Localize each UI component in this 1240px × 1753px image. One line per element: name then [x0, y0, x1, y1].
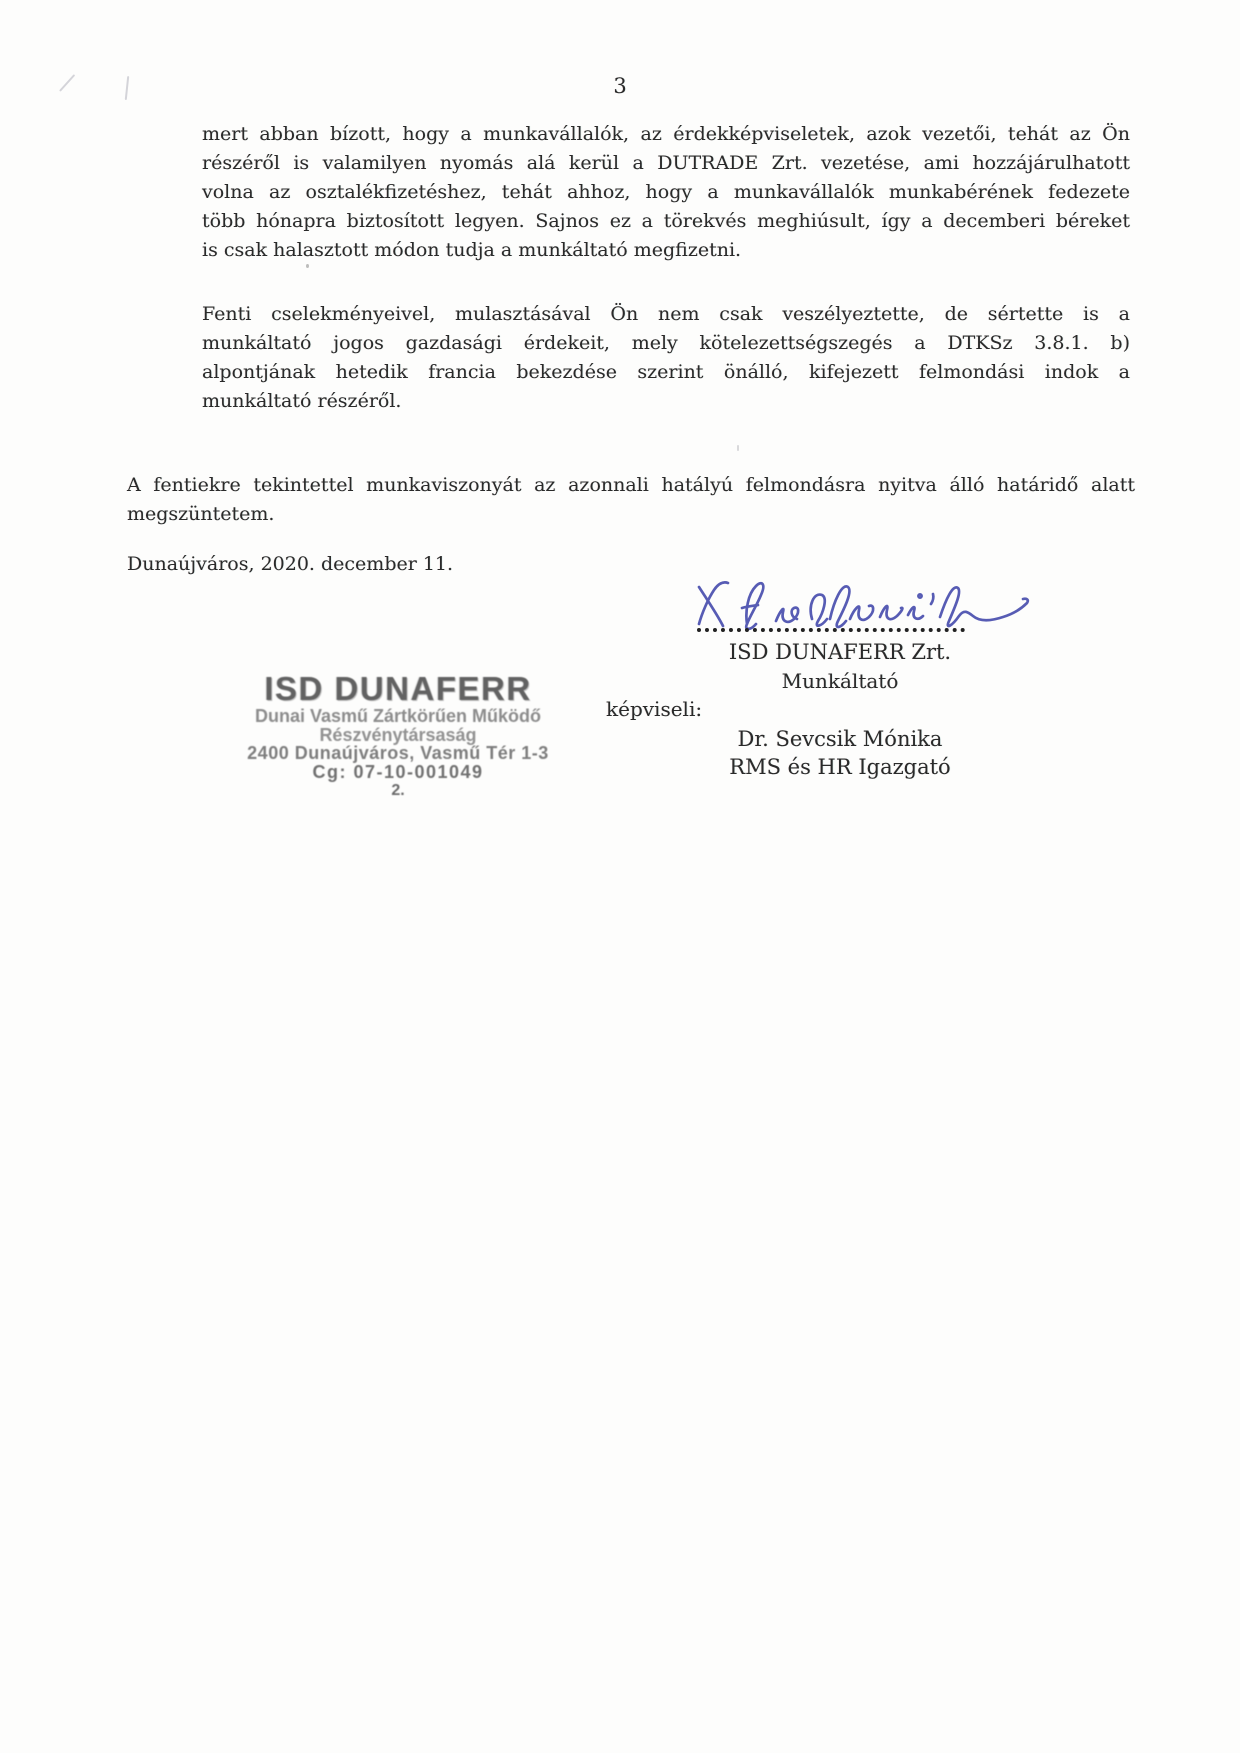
paragraph-2-line: munkáltató részéről.	[202, 390, 402, 412]
stamp-line: Részvénytársaság	[319, 724, 477, 745]
stamp-serial: 2.	[391, 782, 405, 799]
paragraph-3-line: megszüntetem.	[127, 503, 275, 525]
signatory-role: Munkáltató	[781, 669, 899, 693]
stamp-company-name: ISD DUNAFERR	[264, 670, 532, 707]
paragraph-3-line: A fentiekre tekintettel munkaviszonyát az azonnali hatályú felmondásra nyitva álló határidő alatt	[127, 474, 1135, 496]
paragraph-1-line: mert abban bízott, hogy a munkavállalók, az érdekképviseletek, azok vezetői, tehát az Ön	[202, 123, 1130, 145]
represented-by-label: képviseli:	[606, 697, 703, 721]
paragraph-2-line: munkáltató jogos gazdasági érdekeit, mely kötelezettségszegés a DTKSz 3.8.1. b)	[202, 332, 1130, 354]
paragraph-1-line: részéről is valamilyen nyomás alá kerül a DUTRADE Zrt. vezetése, ami hozzájárulhatott	[202, 152, 1130, 174]
scan-speck	[737, 445, 739, 451]
paragraph-1-line: is csak halasztott módon tudja a munkáltató megfizetni.	[202, 239, 742, 261]
paragraph-2-line: alpontjának hetedik francia bekezdése szerint önálló, kifejezett felmondási indok a	[202, 361, 1130, 383]
paragraph-1-line: több hónapra biztosított legyen. Sajnos ez a törekvés meghiúsult, így a decemberi béreket	[202, 210, 1130, 232]
company-rubber-stamp	[222, 671, 574, 801]
date-place-line: Dunaújváros, 2020. december 11.	[127, 553, 454, 575]
page-number: 3	[613, 74, 627, 98]
paragraph-2	[202, 300, 1130, 416]
paragraph-2-line: Fenti cselekményeivel, mulasztásával Ön nem csak veszélyeztette, de sértette is a	[202, 303, 1130, 325]
stamp-line: 2400 Dunaújváros, Vasmű Tér 1-3	[247, 743, 549, 763]
paragraph-1	[202, 120, 1130, 265]
paragraph-3	[127, 471, 1135, 529]
signer-name: Dr. Sevcsik Mónika	[737, 727, 943, 751]
signature-dotted-line	[697, 620, 965, 632]
paragraph-1-line: volna az osztalékfizetéshez, tehát ahhoz, hogy a munkavállalók munkabérének fedezete	[202, 181, 1130, 203]
stamp-registry-number: Cg: 07-10-001049	[312, 761, 484, 782]
stamp-line: Dunai Vasmű Zártkörűen Működő	[254, 706, 542, 726]
signer-title: RMS és HR Igazgató	[729, 755, 951, 779]
signatory-company: ISD DUNAFERR Zrt.	[728, 640, 952, 664]
